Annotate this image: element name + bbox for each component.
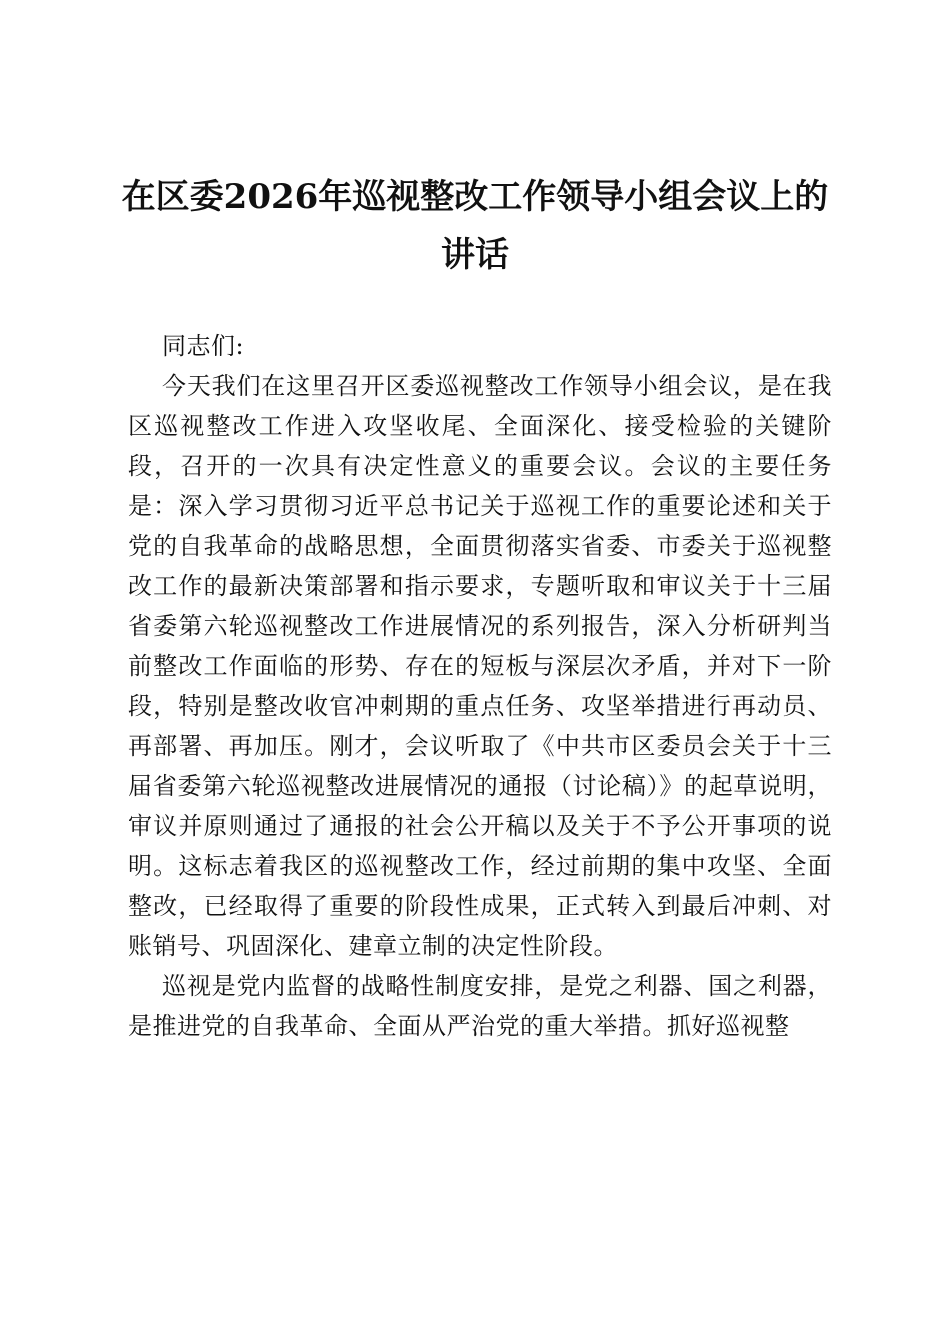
paragraph-1: 今天我们在这里召开区委巡视整改工作领导小组会议，是在我区巡视整改工作进入攻坚收尾、全面深化、接受检验的关键阶段，召开的一次具有决定性意义的重要会议。会议的主要任务是：深入学习贯彻习近平总书记关于巡视工作的重要论述和关于党的自我革命的战略思想，全面贯彻落实省委、市委关于巡视整改工作的最新决策部署和指示要求，专题听取和审议关于十三届省委第六轮巡视整改工作进展情况的系列报告，深入分析研判当前整改工作面临的形势、存在的短板与深层次矛盾，并对下一阶段，特别是整改收官冲刺期的重点任务、攻坚举措进行再动员、再部署、再加压。刚才，会议听取了《中共市区委员会关于十三届省委第六轮巡视整改进展情况的通报（讨论稿）》的起草说明，审议并原则通过了通报的社会公开稿以及关于不予公开事项的说明。这标志着我区的巡视整改工作，经过前期的集中攻坚、全面整改，已经取得了重要的阶段性成果，正式转入到最后冲刺、对账销号、巩固深化、建章立制的决定性阶段。 — [128, 372, 832, 960]
document-title: 在区委2026年巡视整改工作领导小组会议上的讲话 — [121, 177, 829, 275]
salutation: 同志们: — [162, 332, 245, 360]
paragraph-2: 巡视是党内监督的战略性制度安排，是党之利器、国之利器，是推进党的自我革命、全面从严治党的重大举措。抓好巡视整 — [128, 972, 832, 1040]
document-body — [128, 326, 832, 1046]
